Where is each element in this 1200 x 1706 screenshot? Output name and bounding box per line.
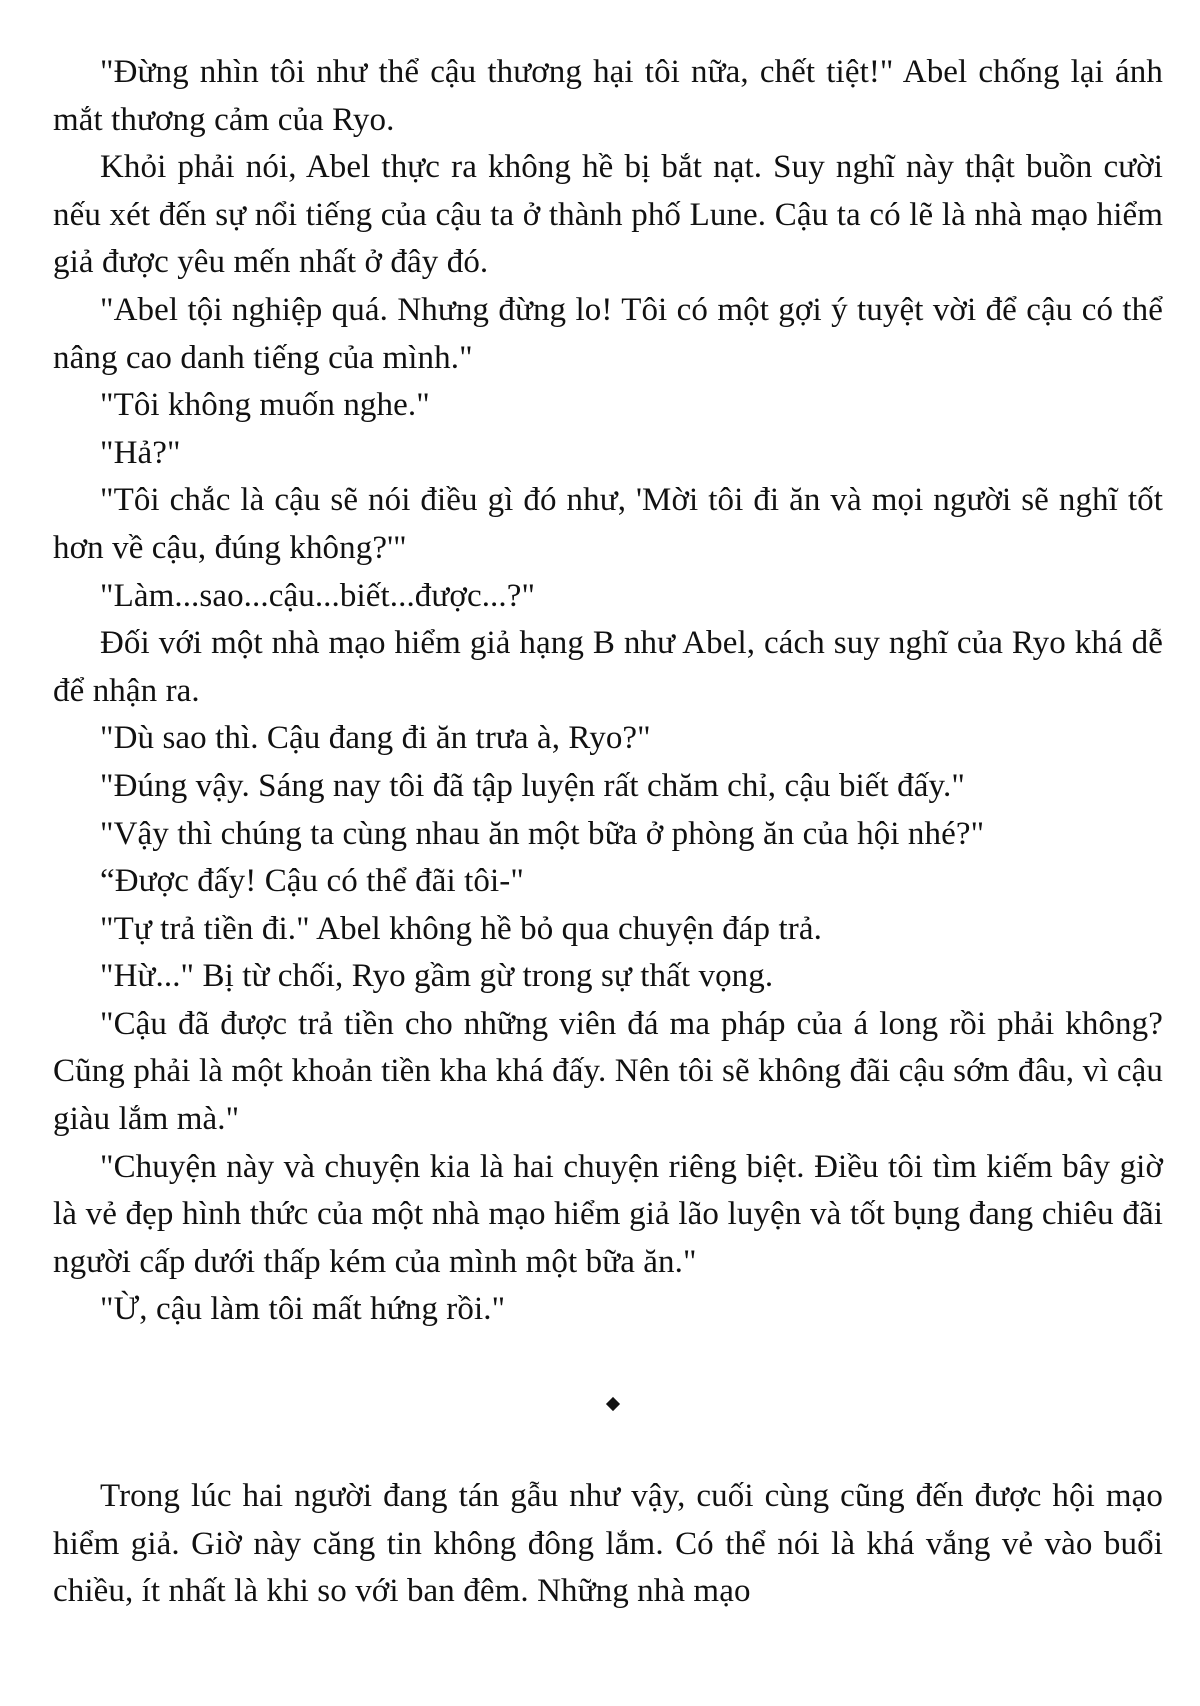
paragraph: Đối với một nhà mạo hiểm giả hạng B như Abel, cách suy nghĩ của Ryo khá dễ để nhận ra. (53, 625, 1163, 709)
paragraph: "Tôi chắc là cậu sẽ nói điều gì đó như, 'Mời tôi đi ăn và mọi người sẽ nghĩ tốt hơn về cậu, đúng không?'" (53, 482, 1163, 566)
paragraph: "Tôi không muốn nghe." (100, 387, 430, 424)
paragraph: Trong lúc hai người đang tán gẫu như vậy, cuối cùng cũng đến được hội mạo hiểm giả. Giờ này căng tin không đông lắm. Có thể nói là khá vắng vẻ vào buổi chiều, ít nhất là khi so với ban đêm. Những nhà mạo (53, 1478, 1163, 1610)
paragraph: "Tự trả tiền đi." Abel không hề bỏ qua chuyện đáp trả. (100, 910, 822, 947)
scene-break (53, 1334, 1163, 1473)
paragraph: "Đúng vậy. Sáng nay tôi đã tập luyện rất chăm chỉ, cậu biết đấy." (100, 767, 965, 804)
paragraph: “Được đấy! Cậu có thể đãi tôi-" (100, 863, 524, 900)
paragraph: "Làm...sao...cậu...biết...được...?" (100, 577, 536, 614)
paragraph: "Chuyện này và chuyện kia là hai chuyện riêng biệt. Điều tôi tìm kiếm bây giờ là vẻ đẹp hình thức của một nhà mạo hiểm giả lão luyện và tốt bụng đang chiêu đãi người cấp dưới thấp kém của mình một bữa ăn." (53, 1148, 1163, 1280)
paragraph: "Cậu đã được trả tiền cho những viên đá ma pháp của á long rồi phải không? Cũng phải là một khoản tiền kha khá đấy. Nên tôi sẽ không đãi cậu sớm đâu, vì cậu giàu lắm mà." (53, 1005, 1163, 1138)
paragraph: Khỏi phải nói, Abel thực ra không hề bị bắt nạt. Suy nghĩ này thật buồn cười nếu xét đến sự nổi tiếng của cậu ta ở thành phố Lune. Cậu ta có lẽ là nhà mạo hiểm giả được yêu mến nhất ở đây đó. (53, 149, 1163, 281)
paragraph: "Hả?" (100, 434, 181, 471)
paragraph: "Hừ..." Bị từ chối, Ryo gầm gừ trong sự thất vọng. (100, 958, 774, 995)
paragraph: "Abel tội nghiệp quá. Nhưng đừng lo! Tôi có một gợi ý tuyệt vời để cậu có thể nâng cao danh tiếng của mình." (53, 291, 1163, 376)
paragraph: "Ừ, cậu làm tôi mất hứng rồi." (100, 1291, 506, 1328)
diamond-separator-icon (605, 1396, 619, 1410)
paragraph: "Đừng nhìn tôi như thể cậu thương hại tôi nữa, chết tiệt!" Abel chống lại ánh mắt thương cảm của Ryo. (53, 54, 1163, 138)
paragraph: "Dù sao thì. Cậu đang đi ăn trưa à, Ryo?" (100, 720, 651, 757)
paragraph: "Vậy thì chúng ta cùng nhau ăn một bữa ở phòng ăn của hội nhé?" (100, 815, 985, 852)
book-page (53, 49, 1163, 1616)
